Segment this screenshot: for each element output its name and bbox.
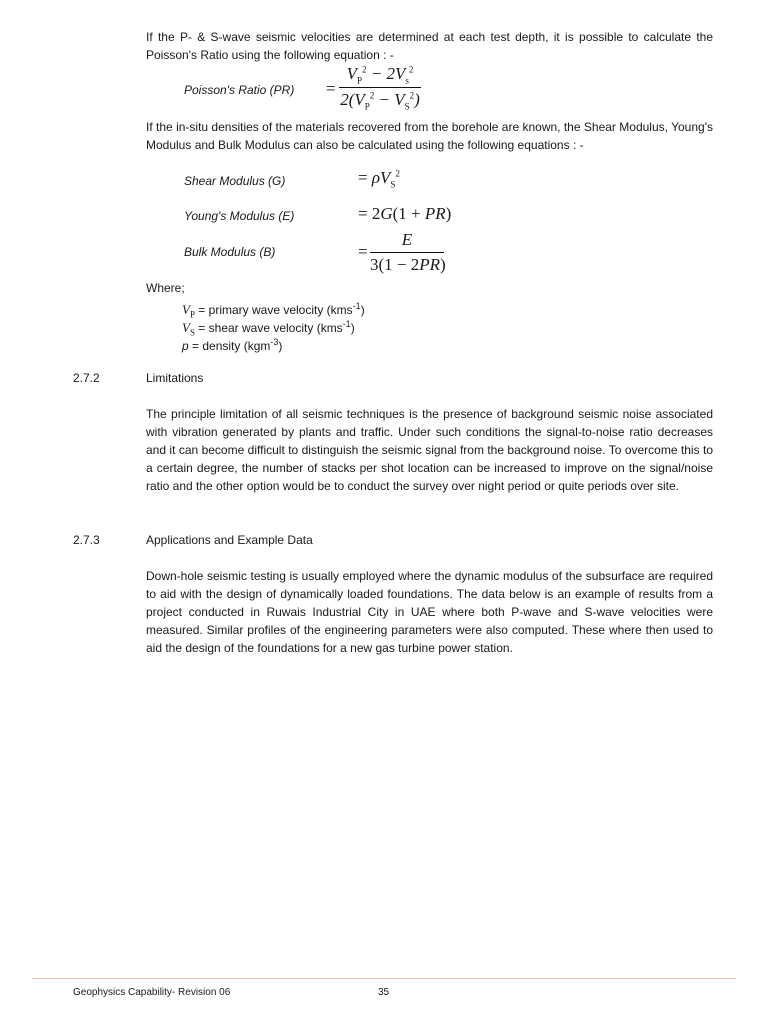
density-symbol: p (182, 339, 189, 353)
density-definition: p = density (kgm$^{-3}$) (182, 337, 283, 353)
bulk-modulus-fraction (370, 230, 444, 275)
shear-modulus-equation: = $\rho V_S^2$ (358, 168, 400, 190)
footer-document-title: Geophysics Capability- Revision 06 (73, 987, 231, 998)
section-title: Limitations (146, 371, 204, 385)
vp-definition: $V_P$ = primary wave velocity (kms$^{-1}$) (182, 301, 365, 320)
applications-paragraph: Down-hole seismic testing is usually employed where the dynamic modulus of the subsurface are required to aid with the design of dynamically loaded foundations. The data below is an example of results from a project conducted in Ruwais Industrial City in UAE where both P-wave and S-wave velocities were measured. Similar profiles of the engineering parameters were also computed. These where then used to aid the design of the foundations for a new gas turbine power station. (146, 569, 713, 655)
where-title: Where; (146, 281, 185, 295)
poisson-ratio-fraction (339, 64, 421, 112)
section-number: 2.7.2 (73, 371, 100, 385)
vs-definition: $V_S$ = shear wave velocity (kms$^{-1}$) (182, 319, 355, 338)
footer-page-number: 35 (378, 987, 390, 998)
poisson-ratio-label: Poisson's Ratio (PR) (184, 83, 295, 97)
fraction-bar (370, 252, 444, 253)
limitations-paragraph: The principle limitation of all seismic techniques is the presence of background seismic noise associated with vibration generated by plants and traffic. Under such conditions the signal-to-noise ratio decreases and it can become difficult to distinguish the seismic signal from the background noise. To overcome this to a certain degree, the number of stacks per shot location can be increased to improve on the signal/noise ratio and the other option would be to conduct the survey over night period or quite periods over site. (146, 407, 713, 493)
bulk-modulus-numerator: E (401, 230, 413, 249)
intro-moduli-paragraph: If the in-situ densities of the materials recovered from the borehole are known, the Shear Modulus, Young's Modulus and Bulk Modulus can also be calculated using the following equations : - (146, 120, 713, 152)
bulk-modulus-equals: = (358, 242, 368, 261)
poisson-ratio-equals: = (326, 79, 336, 98)
vp-symbol: $V_P$ (182, 302, 195, 320)
youngs-modulus-label: Young's Modulus (E) (184, 209, 295, 223)
footer-divider (32, 978, 736, 979)
poisson-ratio-denominator: $2(V_P^2 - V_S^2)$ (340, 90, 420, 112)
section-number: 2.7.3 (73, 533, 100, 547)
intro-poisson-paragraph: If the P- & S-wave seismic velocities are determined at each test depth, it is possible to calculate the Poisson's Ratio using the following equation : - (146, 30, 713, 62)
fraction-bar (339, 87, 421, 88)
vs-symbol: $V_S$ (182, 320, 195, 338)
poisson-ratio-numerator: $V_P^2 - 2V_s^2$ (346, 64, 414, 86)
youngs-modulus-equation: = 2G(1 + PR) (358, 204, 452, 223)
bulk-modulus-label: Bulk Modulus (B) (184, 245, 276, 259)
bulk-modulus-denominator: 3(1 − 2PR) (370, 255, 446, 274)
shear-modulus-label: Shear Modulus (G) (184, 174, 286, 188)
section-title: Applications and Example Data (146, 533, 313, 547)
